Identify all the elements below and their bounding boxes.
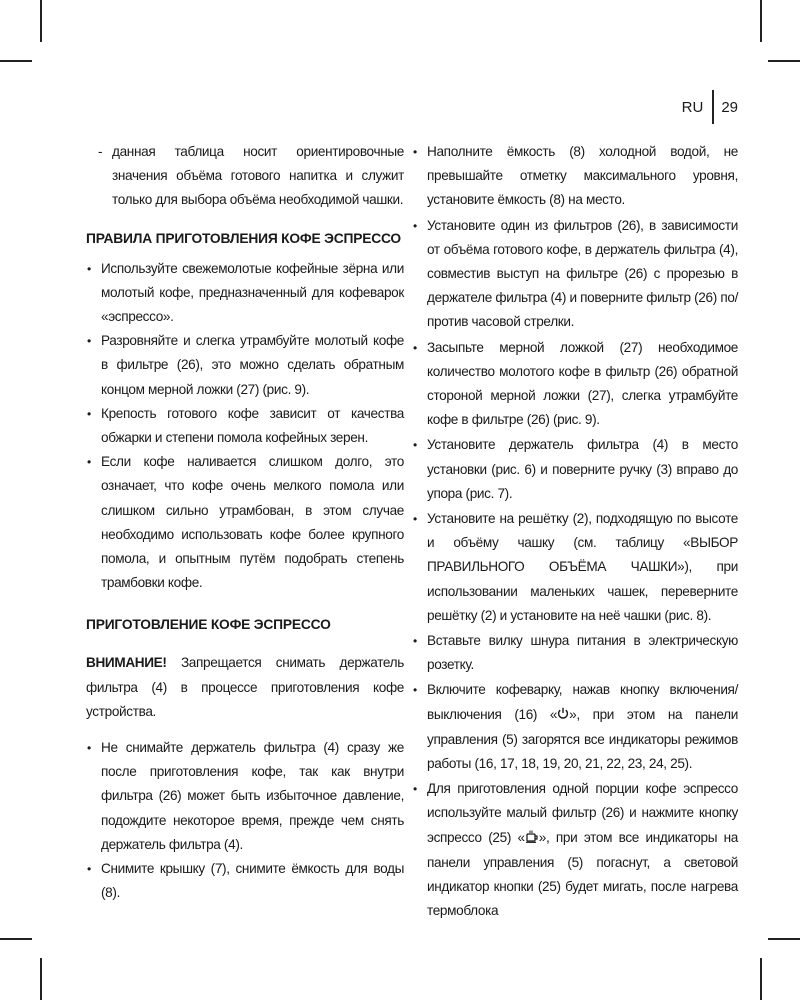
- crop-mark-bottom-left: [40, 958, 42, 1000]
- preparation-list: [86, 736, 404, 905]
- steps-list: [412, 140, 738, 924]
- crop-mark-bottom-left-h: [0, 938, 32, 940]
- list-item: • Крепость готового кофе зависит от качества обжарки и степени помола кофейных зерен.: [86, 402, 404, 450]
- list-item: • Если кофе наливается слишком долго, это означает, что кофе очень мелкого помола или слишком сильно утрамбован, в этом случае необходимо использовать кофе более крупного помола, и опытным путём подобрать степень трамбовки кофе.: [86, 450, 404, 595]
- warning-paragraph: [86, 651, 404, 724]
- language-code: RU: [681, 98, 704, 116]
- espresso-cup-icon: [525, 831, 539, 846]
- list-item-espresso: [412, 777, 738, 923]
- espresso-text-before: Для приготовления одной порции кофе эспрессо используйте малый фильтр (26) и нажмите кнопку эспрессо (25) «: [427, 781, 738, 845]
- section-heading-rules: ПРАВИЛА ПРИГОТОВЛЕНИЯ КОФЕ ЭСПРЕССО: [86, 230, 401, 246]
- page-number: 29: [721, 98, 738, 116]
- power-text-before: Включите кофеварку, нажав кнопку включения/выключения (16) «: [427, 682, 738, 722]
- page-header: [682, 90, 738, 124]
- crop-mark-top-left: [40, 0, 42, 42]
- crop-mark-top-left-h: [0, 60, 32, 62]
- power-text-after: », при этом на панели управления (5) загорятся все индикаторы режимов работы (16, 17, 18, 19, 20, 21, 22, 23, 24, 25).: [427, 706, 738, 772]
- warning-label: ВНИМАНИЕ!: [86, 655, 167, 671]
- intro-note: - данная таблица носит ориентировочные значения объёма готового напитка и служит только для выбора объёма необходимой чашки.: [86, 140, 404, 213]
- warning-text: Запрещается снимать держатель фильтра (4) в процессе приготовления кофе устройства.: [86, 655, 404, 719]
- crop-mark-top-right-h: [768, 60, 800, 62]
- left-column: [86, 140, 404, 905]
- espresso-text-after: », при этом все индикаторы на панели управления (5) погаснут, а световой индикатор кнопки (25) будет мигать, после нагрева термоблока: [427, 829, 739, 919]
- list-item: • Разровняйте и слегка утрамбуйте молотый кофе в фильтре (26), это можно сделать обратным концом мерной ложки (27) (рис. 9).: [86, 329, 404, 402]
- crop-mark-bottom-right-h: [768, 938, 800, 940]
- list-item: • Засыпьте мерной ложкой (27) необходимое количество молотого кофе в фильтр (26) обратной стороной мерной ложки (27), слегка утрамбуйте кофе в фильтре (26) (рис. 9).: [412, 336, 738, 433]
- crop-mark-top-right: [760, 0, 762, 42]
- list-item: • Установите держатель фильтра (4) в место установки (рис. 6) и поверните ручку (3) вправо до упора (рис. 7).: [412, 433, 738, 506]
- rules-list: [86, 257, 404, 596]
- crop-mark-bottom-right: [760, 958, 762, 1000]
- list-item-power: [412, 678, 738, 776]
- list-item: • Наполните ёмкость (8) холодной водой, не превышайте отметку максимального уровня, установите ёмкость (8) на место.: [412, 140, 738, 213]
- list-item: • Используйте свежемолотые кофейные зёрна или молотый кофе, предназначенный для кофеварок «эспрессо».: [86, 257, 404, 330]
- list-item: • Снимите крышку (7), снимите ёмкость для воды (8).: [86, 857, 404, 905]
- list-item: • Установите на решётку (2), подходящую по высоте и объёму чашку (см. таблицу «ВЫБОР ПРАВИЛЬНОГО ОБЪЁМА ЧАШКИ»), при использовании маленьких чашек, переверните решётку (2) и установите на неё чашки (рис. 8).: [412, 507, 738, 628]
- list-item: • Не снимайте держатель фильтра (4) сразу же после приготовления кофе, так как внутри фильтра (26) может быть избыточное давление, подождите некоторое время, прежде чем снять держатель фильтра (4).: [86, 736, 404, 857]
- right-column: [412, 140, 738, 925]
- list-item: • Вставьте вилку шнура питания в электрическую розетку.: [412, 629, 738, 677]
- power-icon: [557, 708, 569, 723]
- list-item: • Установите один из фильтров (26), в зависимости от объёма готового кофе, в держатель фильтра (4), совместив выступ на фильтре (26) с прорезью в держателе фильтра (4) и поверните фильтр (26) по/против часовой стрелки.: [412, 214, 738, 335]
- section-heading-preparation: ПРИГОТОВЛЕНИЕ КОФЕ ЭСПРЕССО: [86, 617, 331, 633]
